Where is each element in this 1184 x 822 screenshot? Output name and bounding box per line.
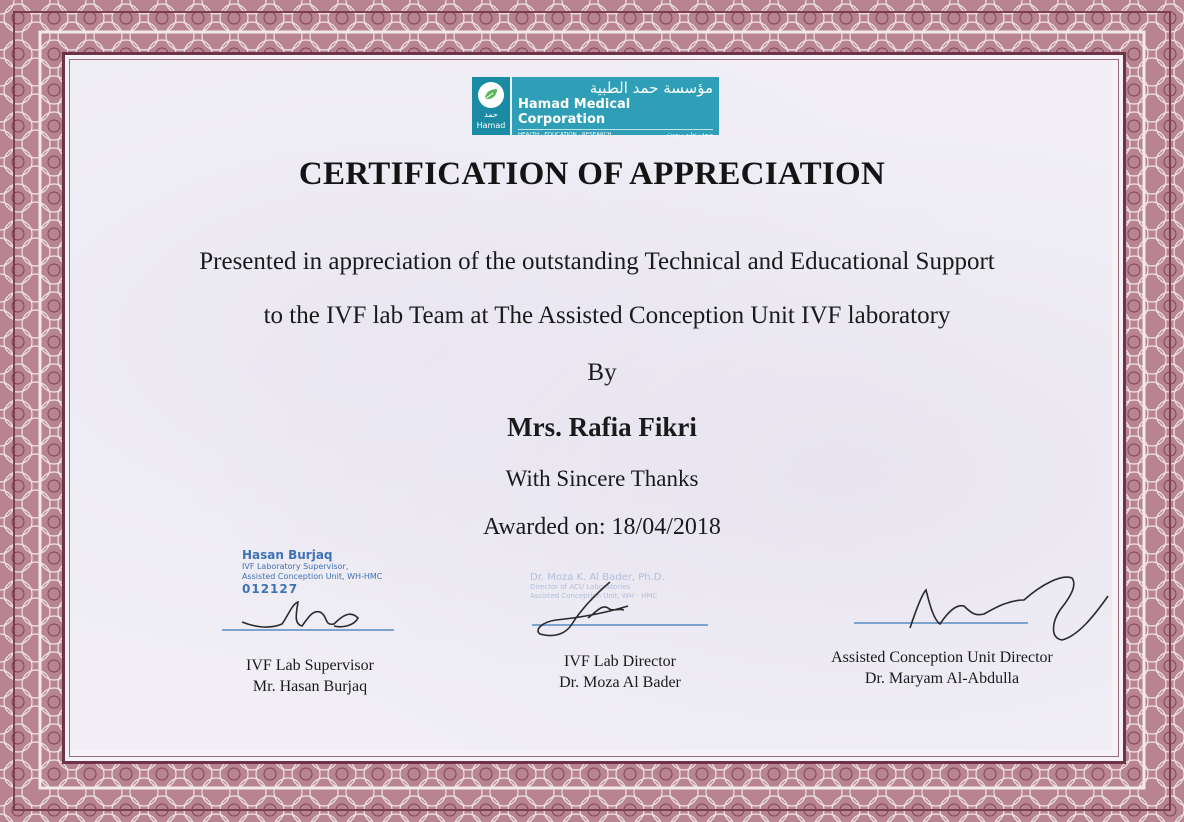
stamp-line: Director of ACU Laboratories [530, 583, 631, 591]
signatory-unit-director [800, 647, 1084, 689]
unit-director-signature [902, 570, 1122, 644]
logo-mark-arabic: حمد [484, 110, 498, 119]
signatory-role: Assisted Conception Unit Director [831, 649, 1053, 666]
appreciation-line-1: Presented in appreciation of the outstanding Technical and Educational Support [199, 248, 995, 275]
certificate-title: CERTIFICATION OF APPRECIATION [298, 156, 886, 192]
stamp-name: Hasan Burjaq [242, 548, 333, 562]
logo-tagline-ar: صحة · تعليم · بحوث [666, 132, 713, 138]
appreciation-line-2: to the IVF lab Team at The Assisted Conception Unit IVF laboratory [263, 302, 951, 329]
stamp-line: Assisted Conception Unit, WH - HMC [530, 592, 658, 600]
leaf-icon [478, 82, 504, 108]
recipient-name: Mrs. Rafia Fikri [507, 412, 697, 442]
signatory-name: Dr. Maryam Al-Abdulla [864, 670, 1020, 687]
stamp-number: 012127 [242, 582, 299, 596]
signatory-role: IVF Lab Supervisor [246, 657, 374, 674]
supervisor-stamp [242, 548, 382, 596]
award-date: Awarded on: 18/04/2018 [483, 514, 721, 540]
logo-tagline-en: HEALTH · EDUCATION · RESEARCH [518, 132, 612, 138]
logo-mark-english: Hamad [476, 121, 506, 130]
signatory-role: IVF Lab Director [564, 653, 676, 670]
thanks-line: With Sincere Thanks [505, 466, 699, 491]
logo-mark [472, 77, 512, 135]
supervisor-signature [238, 596, 368, 636]
logo-arabic-name: مؤسسة حمد الطبية [589, 79, 713, 97]
signatory-supervisor [210, 655, 410, 697]
by-label: By [587, 359, 617, 386]
director-signature [532, 578, 642, 640]
signatory-lab-director [520, 651, 720, 693]
stamp-line: IVF Laboratory Supervisor, [242, 562, 349, 571]
stamp-line: Assisted Conception Unit, WH-HMC [242, 572, 383, 581]
signatory-name: Mr. Hasan Burjaq [252, 678, 368, 695]
signatory-name: Dr. Moza Al Bader [559, 674, 681, 691]
stamp-name: Dr. Moza K. Al Bader, Ph.D. [530, 572, 665, 583]
logo-english-name: Hamad Medical Corporation [518, 97, 631, 127]
hmc-logo [472, 77, 719, 138]
